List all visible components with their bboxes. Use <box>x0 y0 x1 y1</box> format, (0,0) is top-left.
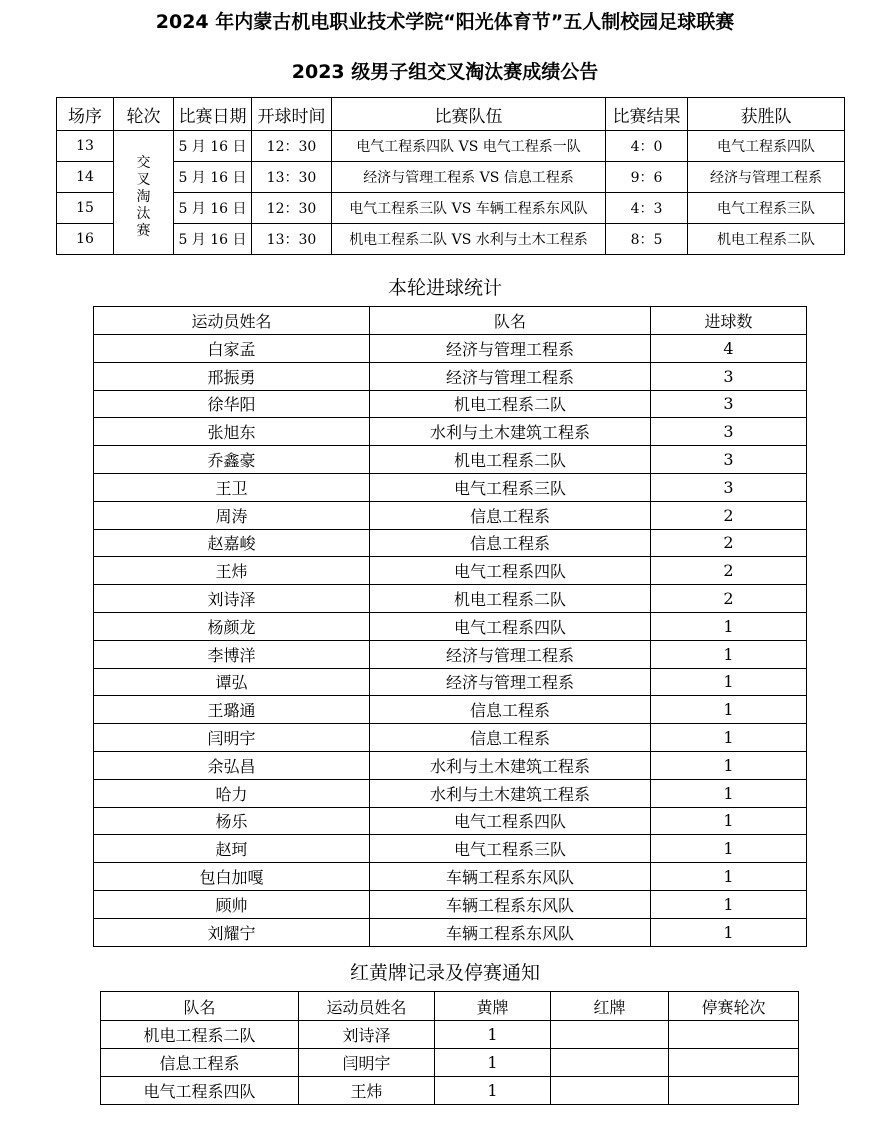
match-time: 12：30 <box>252 131 332 162</box>
goals-section-title: 本轮进球统计 <box>387 277 502 299</box>
goal-count: 4 <box>651 335 807 363</box>
document-title: 2024 年内蒙古机电职业技术学院“阳光体育节”五人制校园足球联赛 <box>155 11 735 33</box>
goal-count: 1 <box>651 640 807 668</box>
player-name: 乔鑫豪 <box>94 446 370 474</box>
team-name: 车辆工程系东风队 <box>370 918 651 946</box>
match-result: 4：0 <box>606 131 688 162</box>
goal-count: 3 <box>651 473 807 501</box>
match-no: 13 <box>57 131 114 162</box>
match-date: 5 月 16 日 <box>174 224 252 255</box>
goal-count: 1 <box>651 863 807 891</box>
goal-count: 1 <box>651 779 807 807</box>
table-row <box>57 193 845 224</box>
match-teams: 机电工程系二队 VS 水利与土木工程系 <box>332 224 606 255</box>
table-row <box>94 724 807 752</box>
header-player-name: 运动员姓名 <box>299 992 435 1021</box>
header-teams: 比赛队伍 <box>332 98 606 131</box>
results-table <box>56 97 845 255</box>
goal-count: 2 <box>651 529 807 557</box>
round-cell <box>114 131 174 255</box>
match-winner: 电气工程系四队 <box>688 131 845 162</box>
match-winner: 经济与管理工程系 <box>688 162 845 193</box>
team-name: 电气工程系四队 <box>370 557 651 585</box>
player-name: 闫明宇 <box>299 1049 435 1077</box>
goal-count: 1 <box>651 751 807 779</box>
table-row <box>94 612 807 640</box>
goal-count: 1 <box>651 918 807 946</box>
table-row <box>57 224 845 255</box>
header-team-name: 队名 <box>101 992 299 1021</box>
match-no: 14 <box>57 162 114 193</box>
red-card-count <box>551 1077 669 1105</box>
goal-count: 1 <box>651 890 807 918</box>
header-team-name: 队名 <box>370 307 651 335</box>
table-row <box>94 835 807 863</box>
table-row <box>101 1049 799 1077</box>
player-name: 赵珂 <box>94 835 370 863</box>
header-kickoff: 开球时间 <box>252 98 332 131</box>
player-name: 白家孟 <box>94 335 370 363</box>
player-name: 赵嘉峻 <box>94 529 370 557</box>
goal-count: 1 <box>651 807 807 835</box>
table-row <box>94 446 807 474</box>
table-row <box>57 131 845 162</box>
table-row <box>94 529 807 557</box>
goal-count: 1 <box>651 612 807 640</box>
match-winner: 机电工程系二队 <box>688 224 845 255</box>
round-label: 交叉淘汰赛 <box>136 155 151 239</box>
team-name: 水利与土木建筑工程系 <box>370 779 651 807</box>
match-date: 5 月 16 日 <box>174 131 252 162</box>
goal-count: 3 <box>651 446 807 474</box>
goal-count: 2 <box>651 557 807 585</box>
table-row <box>94 918 807 946</box>
header-date: 比赛日期 <box>174 98 252 131</box>
match-no: 16 <box>57 224 114 255</box>
table-row <box>94 501 807 529</box>
match-date: 5 月 16 日 <box>174 162 252 193</box>
red-card-count <box>551 1049 669 1077</box>
player-name: 周涛 <box>94 501 370 529</box>
goal-count: 1 <box>651 696 807 724</box>
player-name: 王璐通 <box>94 696 370 724</box>
table-row <box>94 751 807 779</box>
team-name: 信息工程系 <box>101 1049 299 1077</box>
team-name: 机电工程系二队 <box>370 390 651 418</box>
team-name: 信息工程系 <box>370 724 651 752</box>
team-name: 信息工程系 <box>370 501 651 529</box>
player-name: 包白加嘎 <box>94 863 370 891</box>
goal-count: 2 <box>651 585 807 613</box>
suspension-rounds <box>669 1077 799 1105</box>
table-row <box>94 779 807 807</box>
cards-header-row <box>101 992 799 1021</box>
team-name: 信息工程系 <box>370 696 651 724</box>
yellow-card-count: 1 <box>435 1021 551 1049</box>
goal-count: 3 <box>651 362 807 390</box>
team-name: 机电工程系二队 <box>370 446 651 474</box>
match-teams: 电气工程系四队 VS 电气工程系一队 <box>332 131 606 162</box>
table-row <box>94 390 807 418</box>
player-name: 邢振勇 <box>94 362 370 390</box>
table-row <box>94 473 807 501</box>
goal-count: 2 <box>651 501 807 529</box>
table-row <box>94 362 807 390</box>
match-winner: 电气工程系三队 <box>688 193 845 224</box>
team-name: 电气工程系四队 <box>370 807 651 835</box>
results-header-row <box>57 98 845 131</box>
table-row <box>94 585 807 613</box>
team-name: 电气工程系四队 <box>370 612 651 640</box>
goals-header-row <box>94 307 807 335</box>
player-name: 杨颜龙 <box>94 612 370 640</box>
match-result: 9：6 <box>606 162 688 193</box>
goal-count: 1 <box>651 668 807 696</box>
header-winner: 获胜队 <box>688 98 845 131</box>
player-name: 哈力 <box>94 779 370 807</box>
player-name: 王炜 <box>94 557 370 585</box>
table-row <box>94 807 807 835</box>
match-time: 13：30 <box>252 162 332 193</box>
goals-table <box>93 306 807 947</box>
player-name: 闫明宇 <box>94 724 370 752</box>
table-row <box>94 890 807 918</box>
table-row <box>94 418 807 446</box>
header-suspension: 停赛轮次 <box>669 992 799 1021</box>
player-name: 刘耀宁 <box>94 918 370 946</box>
player-name: 刘诗泽 <box>94 585 370 613</box>
goal-count: 1 <box>651 724 807 752</box>
match-time: 12：30 <box>252 193 332 224</box>
goal-count: 1 <box>651 835 807 863</box>
goal-count: 3 <box>651 418 807 446</box>
match-time: 13：30 <box>252 224 332 255</box>
team-name: 车辆工程系东风队 <box>370 863 651 891</box>
team-name: 电气工程系三队 <box>370 473 651 501</box>
match-teams: 电气工程系三队 VS 车辆工程系东风队 <box>332 193 606 224</box>
match-no: 15 <box>57 193 114 224</box>
table-row <box>94 696 807 724</box>
team-name: 经济与管理工程系 <box>370 362 651 390</box>
match-result: 8：5 <box>606 224 688 255</box>
document-subtitle: 2023 级男子组交叉淘汰赛成绩公告 <box>291 61 599 83</box>
player-name: 张旭东 <box>94 418 370 446</box>
table-row <box>94 863 807 891</box>
team-name: 经济与管理工程系 <box>370 668 651 696</box>
player-name: 余弘昌 <box>94 751 370 779</box>
header-match-no: 场序 <box>57 98 114 131</box>
table-row <box>94 668 807 696</box>
player-name: 谭弘 <box>94 668 370 696</box>
team-name: 机电工程系二队 <box>370 585 651 613</box>
suspension-rounds <box>669 1049 799 1077</box>
cards-table <box>100 991 799 1105</box>
player-name: 王卫 <box>94 473 370 501</box>
goals-body <box>94 335 807 947</box>
player-name: 刘诗泽 <box>299 1021 435 1049</box>
cards-body <box>101 1021 799 1105</box>
header-yellow-card: 黄牌 <box>435 992 551 1021</box>
suspension-rounds <box>669 1021 799 1049</box>
team-name: 经济与管理工程系 <box>370 640 651 668</box>
player-name: 徐华阳 <box>94 390 370 418</box>
team-name: 经济与管理工程系 <box>370 335 651 363</box>
team-name: 机电工程系二队 <box>101 1021 299 1049</box>
cards-section-title: 红黄牌记录及停赛通知 <box>349 962 540 984</box>
team-name: 电气工程系三队 <box>370 835 651 863</box>
table-row <box>94 557 807 585</box>
player-name: 李博洋 <box>94 640 370 668</box>
team-name: 电气工程系四队 <box>101 1077 299 1105</box>
team-name: 车辆工程系东风队 <box>370 890 651 918</box>
red-card-count <box>551 1021 669 1049</box>
match-date: 5 月 16 日 <box>174 193 252 224</box>
table-row <box>101 1077 799 1105</box>
match-teams: 经济与管理工程系 VS 信息工程系 <box>332 162 606 193</box>
team-name: 水利与土木建筑工程系 <box>370 751 651 779</box>
header-round: 轮次 <box>114 98 174 131</box>
header-result: 比赛结果 <box>606 98 688 131</box>
table-row <box>57 162 845 193</box>
goal-count: 3 <box>651 390 807 418</box>
header-goals: 进球数 <box>651 307 807 335</box>
table-row <box>101 1021 799 1049</box>
header-player-name: 运动员姓名 <box>94 307 370 335</box>
header-red-card: 红牌 <box>551 992 669 1021</box>
table-row <box>94 640 807 668</box>
table-row <box>94 335 807 363</box>
team-name: 水利与土木建筑工程系 <box>370 418 651 446</box>
yellow-card-count: 1 <box>435 1049 551 1077</box>
team-name: 信息工程系 <box>370 529 651 557</box>
player-name: 王炜 <box>299 1077 435 1105</box>
match-result: 4：3 <box>606 193 688 224</box>
yellow-card-count: 1 <box>435 1077 551 1105</box>
player-name: 杨乐 <box>94 807 370 835</box>
player-name: 顾帅 <box>94 890 370 918</box>
